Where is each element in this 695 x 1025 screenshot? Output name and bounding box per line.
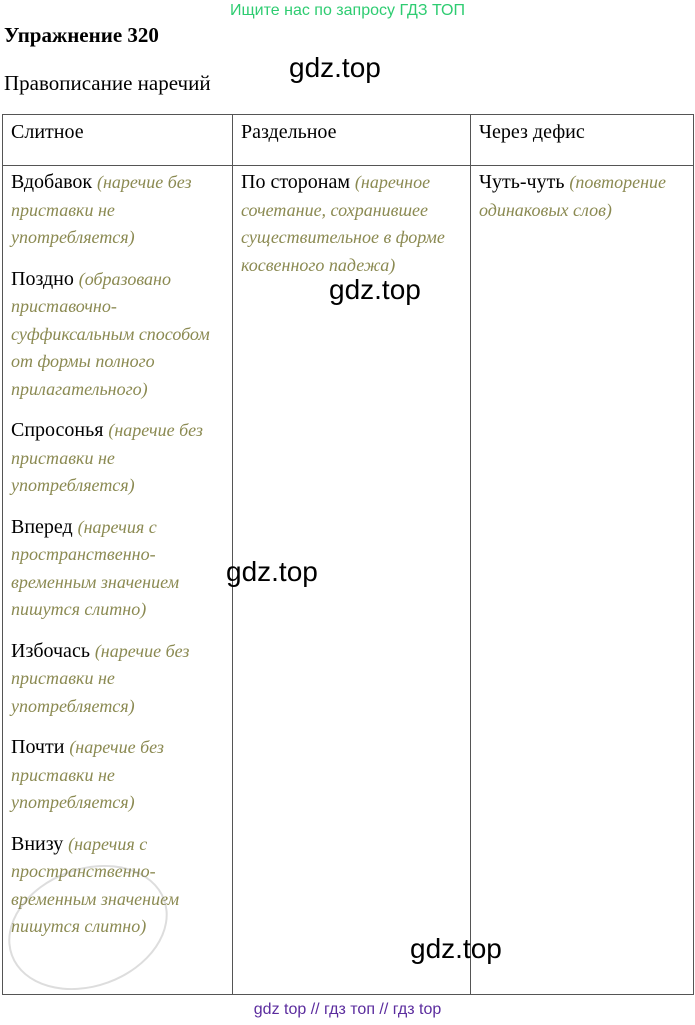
subtitle: Правописание наречий [4,71,211,95]
table-header-row [3,115,694,166]
adverb-note: (наречия с пространственно-временным значением пишутся слитно) [11,516,180,619]
adverb-word: Внизу [11,832,64,855]
list-item [11,638,224,721]
adverb-word: Вперед [11,515,73,538]
adverb-word: По сторонам [241,171,351,193]
watermark-text: gdz.top [329,274,421,305]
adverb-word: Поздно [11,267,74,290]
footer-links: gdz top // гдз топ // гдз top [253,1001,442,1018]
list-item [11,169,224,252]
adverb-note: (наречие без приставки не употребляется) [11,420,203,495]
adverb-word: Спросонья [11,419,104,441]
list-item [11,417,224,500]
list-item [11,734,224,817]
adverb-word: Избочась [11,639,90,662]
list-item [11,266,224,404]
list-item [241,169,462,279]
list-item [11,514,224,624]
adverb-word: Чуть-чуть [479,171,565,193]
adverb-note: (образовано приставочно-суффиксальным способом от формы полного прилагательного) [11,268,210,399]
header-separate: Раздельное [233,115,471,166]
header-merged: Слитное [3,115,233,166]
adverb-note: (наречие без приставки не употребляется) [11,640,190,716]
adverb-word: Почти [11,736,65,758]
list-item [479,169,685,224]
adverb-note: (повторение одинаковых слов) [479,172,667,220]
top-banner: Ищите нас по запросу ГДЗ ТОП [230,2,465,19]
adverb-note: (наречие без приставки не употребляется) [11,172,192,247]
adverb-note: (наречие без приставки не употребляется) [11,737,164,812]
watermark-text: gdz.top [289,52,381,83]
adverb-note: (наречия с пространственно-временным значением пишутся слитно) [11,833,180,936]
exercise-title: Упражнение 320 [4,23,159,47]
adverbs-table [2,114,694,995]
adverb-note: (наречное сочетание, сохранившее существительное в форме косвенного падежа) [241,172,445,275]
watermark-text: gdz.top [226,556,318,587]
header-hyphen: Через дефис [471,115,694,166]
watermark-text: gdz.top [410,933,502,964]
adverb-word: Вдобавок [11,171,93,193]
column-hyphen [471,166,694,995]
